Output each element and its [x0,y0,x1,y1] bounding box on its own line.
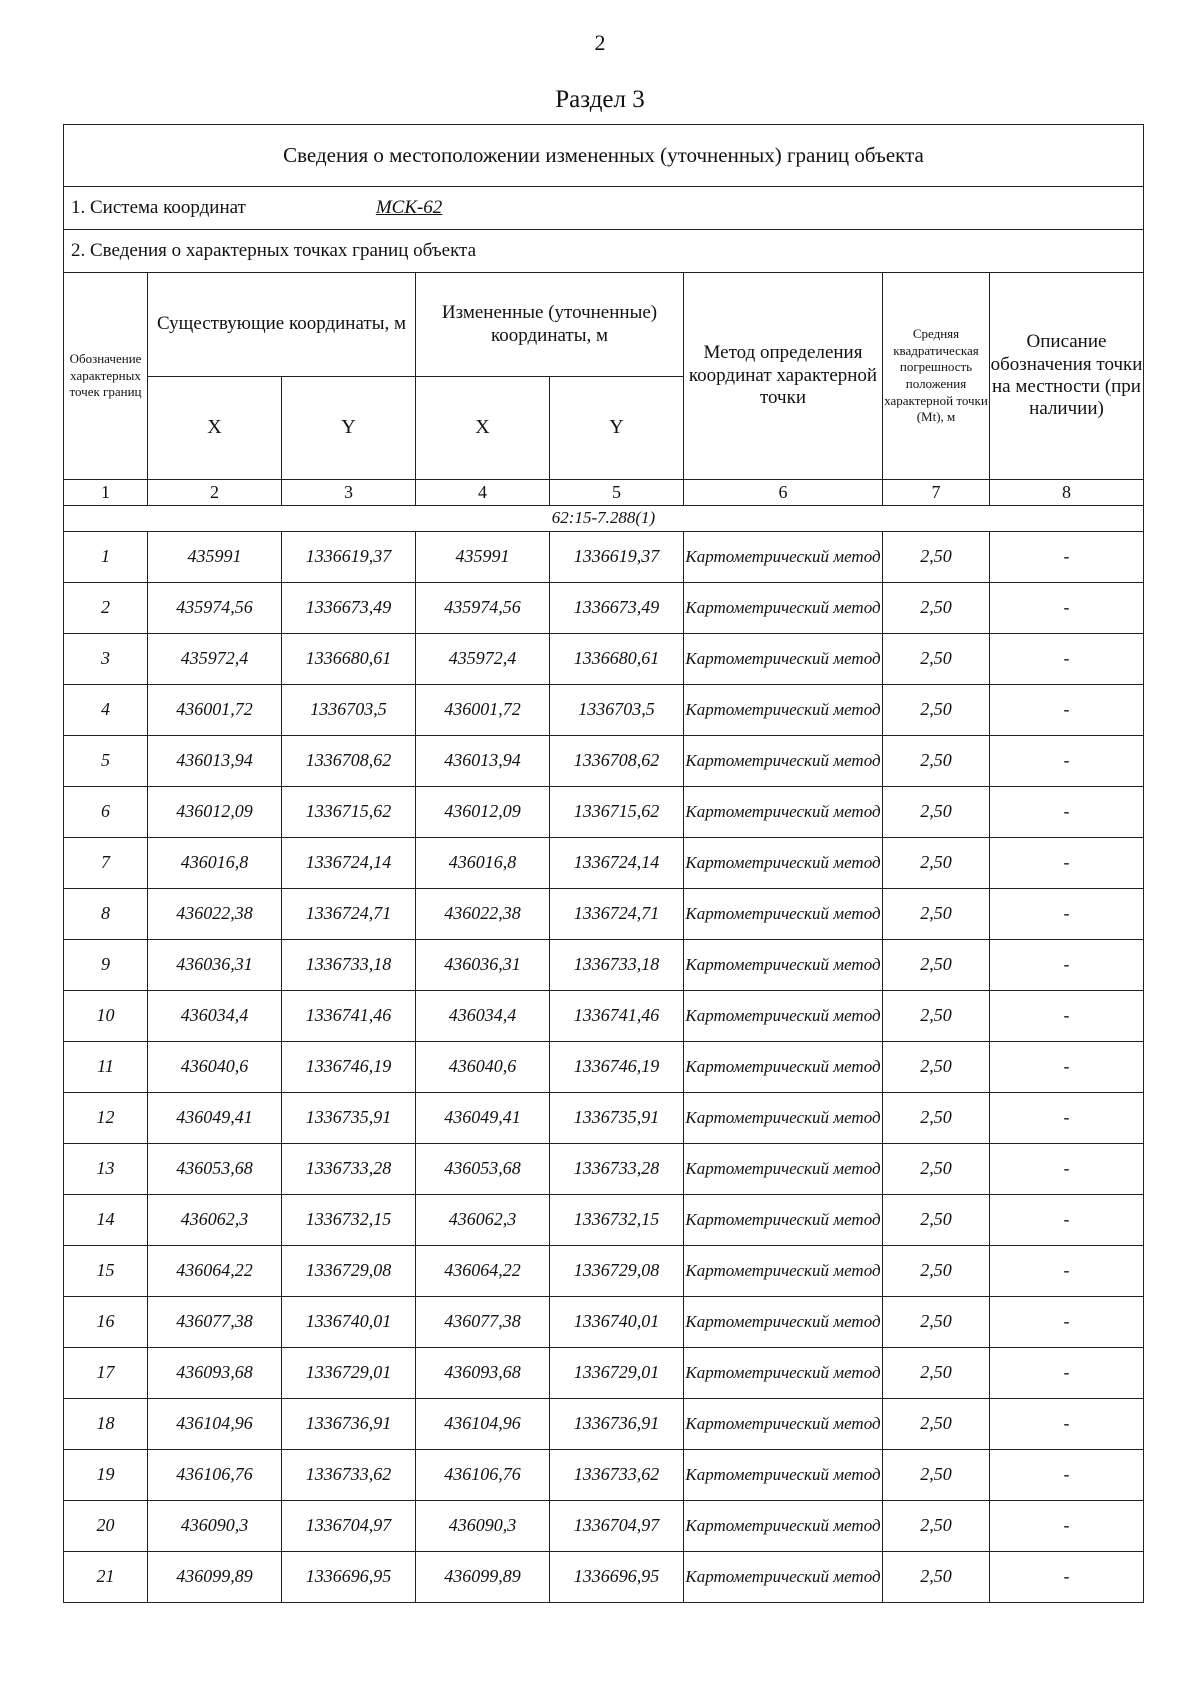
existing-y-cell: 1336715,62 [282,787,416,838]
rms-error-cell: 2,50 [883,1450,990,1501]
table-row [64,1399,1144,1450]
section-title: Раздел 3 [555,86,645,113]
existing-y-cell: 1336680,61 [282,634,416,685]
changed-x-cell: 436104,96 [416,1399,550,1450]
description-cell: - [990,1042,1144,1093]
table-row [64,1450,1144,1501]
rms-error-cell: 2,50 [883,940,990,991]
description-cell: - [990,1195,1144,1246]
table-row [64,838,1144,889]
rms-error-cell: 2,50 [883,1144,990,1195]
method-cell: Картометрический метод [684,991,883,1042]
column-number: 2 [148,480,282,506]
table-row [64,889,1144,940]
method-cell: Картометрический метод [684,1246,883,1297]
method-cell: Картометрический метод [684,1399,883,1450]
changed-x-cell: 436034,4 [416,991,550,1042]
changed-y-cell: 1336733,28 [550,1144,684,1195]
rms-error-cell: 2,50 [883,532,990,583]
table-row [64,991,1144,1042]
changed-x-cell: 436049,41 [416,1093,550,1144]
method-cell: Картометрический метод [684,1042,883,1093]
changed-x-cell: 436012,09 [416,787,550,838]
method-cell: Картометрический метод [684,889,883,940]
point-number-cell: 16 [64,1297,148,1348]
point-number-cell: 5 [64,736,148,787]
description-cell: - [990,1093,1144,1144]
changed-x-cell: 436062,3 [416,1195,550,1246]
changed-y-cell: 1336733,62 [550,1450,684,1501]
point-number-cell: 18 [64,1399,148,1450]
changed-y-cell: 1336729,08 [550,1246,684,1297]
existing-y-cell: 1336729,01 [282,1348,416,1399]
column-number: 5 [550,480,684,506]
rms-error-cell: 2,50 [883,1246,990,1297]
point-number-cell: 8 [64,889,148,940]
method-cell: Картометрический метод [684,736,883,787]
changed-y-cell: 1336680,61 [550,634,684,685]
method-cell: Картометрический метод [684,1093,883,1144]
changed-y-cell: 1336708,62 [550,736,684,787]
changed-y-cell: 1336740,01 [550,1297,684,1348]
rms-error-cell: 2,50 [883,1501,990,1552]
description-cell: - [990,1348,1144,1399]
rms-error-cell: 2,50 [883,634,990,685]
point-number-cell: 12 [64,1093,148,1144]
method-cell: Картометрический метод [684,1195,883,1246]
rms-error-cell: 2,50 [883,1195,990,1246]
header-changed-y: Y [550,377,684,480]
changed-y-cell: 1336736,91 [550,1399,684,1450]
page-number: 2 [594,30,606,55]
header-changed-coords: Измененные (уточненные) координаты, м [416,273,684,377]
point-number-cell: 14 [64,1195,148,1246]
table-row [64,1093,1144,1144]
existing-y-cell: 1336704,97 [282,1501,416,1552]
rms-error-cell: 2,50 [883,991,990,1042]
description-cell: - [990,583,1144,634]
rms-error-cell: 2,50 [883,736,990,787]
existing-y-cell: 1336733,18 [282,940,416,991]
description-cell: - [990,1552,1144,1603]
point-number-cell: 21 [64,1552,148,1603]
table-row [64,1195,1144,1246]
existing-y-cell: 1336733,62 [282,1450,416,1501]
changed-y-cell: 1336696,95 [550,1552,684,1603]
point-number-cell: 3 [64,634,148,685]
existing-x-cell: 436064,22 [148,1246,282,1297]
header-description: Описание обозначения точки на местности (при наличии) [990,273,1144,480]
description-cell: - [990,1501,1144,1552]
coord-system-value: МСК-62 [375,196,443,218]
description-cell: - [990,1297,1144,1348]
table-row [64,1297,1144,1348]
existing-x-cell: 435974,56 [148,583,282,634]
point-number-cell: 1 [64,532,148,583]
existing-y-cell: 1336724,14 [282,838,416,889]
point-number-cell: 13 [64,1144,148,1195]
rms-error-cell: 2,50 [883,583,990,634]
header-existing-x: X [148,377,282,480]
point-number-cell: 15 [64,1246,148,1297]
rms-error-cell: 2,50 [883,685,990,736]
table-row [64,1144,1144,1195]
existing-x-cell: 436090,3 [148,1501,282,1552]
changed-x-cell: 436016,8 [416,838,550,889]
method-cell: Картометрический метод [684,940,883,991]
existing-x-cell: 436099,89 [148,1552,282,1603]
changed-y-cell: 1336673,49 [550,583,684,634]
point-number-cell: 7 [64,838,148,889]
column-number: 3 [282,480,416,506]
point-number-cell: 4 [64,685,148,736]
method-cell: Картометрический метод [684,1297,883,1348]
points-section-label: 2. Сведения о характерных точках границ объекта [64,230,1144,273]
changed-x-cell: 436077,38 [416,1297,550,1348]
table-row [64,1246,1144,1297]
existing-y-cell: 1336736,91 [282,1399,416,1450]
description-cell: - [990,787,1144,838]
point-number-cell: 9 [64,940,148,991]
column-number: 6 [684,480,883,506]
rms-error-cell: 2,50 [883,1348,990,1399]
method-cell: Картометрический метод [684,583,883,634]
table-row [64,787,1144,838]
header-existing-coords: Существующие координаты, м [148,273,416,377]
existing-x-cell: 436036,31 [148,940,282,991]
existing-y-cell: 1336708,62 [282,736,416,787]
changed-x-cell: 436013,94 [416,736,550,787]
changed-y-cell: 1336704,97 [550,1501,684,1552]
rms-error-cell: 2,50 [883,787,990,838]
existing-x-cell: 436104,96 [148,1399,282,1450]
table-row [64,736,1144,787]
point-number-cell: 11 [64,1042,148,1093]
changed-y-cell: 1336724,71 [550,889,684,940]
description-cell: - [990,532,1144,583]
table-row [64,583,1144,634]
description-cell: - [990,1246,1144,1297]
column-number: 4 [416,480,550,506]
description-cell: - [990,1450,1144,1501]
description-cell: - [990,838,1144,889]
table-row [64,1552,1144,1603]
coord-system-row [64,187,1144,230]
changed-y-cell: 1336729,01 [550,1348,684,1399]
header-existing-y: Y [282,377,416,480]
changed-x-cell: 435972,4 [416,634,550,685]
changed-x-cell: 436090,3 [416,1501,550,1552]
header-method: Метод определения координат характерной точки [684,273,883,480]
method-cell: Картометрический метод [684,838,883,889]
table-row [64,685,1144,736]
existing-y-cell: 1336724,71 [282,889,416,940]
method-cell: Картометрический метод [684,787,883,838]
existing-x-cell: 436016,8 [148,838,282,889]
column-number: 1 [64,480,148,506]
existing-y-cell: 1336703,5 [282,685,416,736]
header-changed-x: X [416,377,550,480]
existing-y-cell: 1336729,08 [282,1246,416,1297]
changed-x-cell: 436022,38 [416,889,550,940]
column-number: 8 [990,480,1144,506]
changed-x-cell: 436040,6 [416,1042,550,1093]
existing-x-cell: 436001,72 [148,685,282,736]
existing-x-cell: 436077,38 [148,1297,282,1348]
existing-x-cell: 436093,68 [148,1348,282,1399]
method-cell: Картометрический метод [684,1144,883,1195]
method-cell: Картометрический метод [684,532,883,583]
point-number-cell: 10 [64,991,148,1042]
table-row [64,940,1144,991]
existing-y-cell: 1336741,46 [282,991,416,1042]
changed-y-cell: 1336732,15 [550,1195,684,1246]
existing-y-cell: 1336746,19 [282,1042,416,1093]
point-number-cell: 17 [64,1348,148,1399]
rms-error-cell: 2,50 [883,1552,990,1603]
existing-x-cell: 436040,6 [148,1042,282,1093]
table-row [64,634,1144,685]
rms-error-cell: 2,50 [883,889,990,940]
description-cell: - [990,685,1144,736]
point-number-cell: 6 [64,787,148,838]
boundary-points-table [63,124,1144,1603]
table-row [64,1501,1144,1552]
existing-y-cell: 1336673,49 [282,583,416,634]
changed-x-cell: 435974,56 [416,583,550,634]
changed-y-cell: 1336735,91 [550,1093,684,1144]
header-rms-error: Средняя квадратическая погрешность положения характерной точки (Mt), м [883,273,990,480]
changed-x-cell: 436064,22 [416,1246,550,1297]
description-cell: - [990,634,1144,685]
rms-error-cell: 2,50 [883,1297,990,1348]
changed-y-cell: 1336746,19 [550,1042,684,1093]
point-number-cell: 20 [64,1501,148,1552]
rms-error-cell: 2,50 [883,838,990,889]
existing-x-cell: 436053,68 [148,1144,282,1195]
changed-x-cell: 436106,76 [416,1450,550,1501]
existing-x-cell: 436013,94 [148,736,282,787]
existing-x-cell: 436049,41 [148,1093,282,1144]
existing-y-cell: 1336696,95 [282,1552,416,1603]
description-cell: - [990,940,1144,991]
changed-y-cell: 1336741,46 [550,991,684,1042]
method-cell: Картометрический метод [684,1450,883,1501]
rms-error-cell: 2,50 [883,1399,990,1450]
method-cell: Картометрический метод [684,634,883,685]
method-cell: Картометрический метод [684,1348,883,1399]
changed-x-cell: 436001,72 [416,685,550,736]
table-row [64,532,1144,583]
rms-error-cell: 2,50 [883,1093,990,1144]
changed-x-cell: 436036,31 [416,940,550,991]
changed-x-cell: 436053,68 [416,1144,550,1195]
description-cell: - [990,1399,1144,1450]
changed-y-cell: 1336715,62 [550,787,684,838]
existing-y-cell: 1336619,37 [282,532,416,583]
existing-x-cell: 436106,76 [148,1450,282,1501]
existing-y-cell: 1336733,28 [282,1144,416,1195]
existing-x-cell: 435991 [148,532,282,583]
point-number-cell: 19 [64,1450,148,1501]
changed-x-cell: 436093,68 [416,1348,550,1399]
existing-x-cell: 436034,4 [148,991,282,1042]
method-cell: Картометрический метод [684,1501,883,1552]
existing-y-cell: 1336740,01 [282,1297,416,1348]
changed-y-cell: 1336619,37 [550,532,684,583]
changed-x-cell: 435991 [416,532,550,583]
table-row [64,1042,1144,1093]
table-row [64,1348,1144,1399]
method-cell: Картометрический метод [684,685,883,736]
changed-x-cell: 436099,89 [416,1552,550,1603]
header-point-designation: Обозначение характерных точек границ [64,273,148,480]
existing-x-cell: 435972,4 [148,634,282,685]
description-cell: - [990,889,1144,940]
rms-error-cell: 2,50 [883,1042,990,1093]
parcel-id: 62:15-7.288(1) [64,506,1144,532]
description-cell: - [990,1144,1144,1195]
point-number-cell: 2 [64,583,148,634]
existing-y-cell: 1336735,91 [282,1093,416,1144]
column-number: 7 [883,480,990,506]
table-title: Сведения о местоположении измененных (уточненных) границ объекта [64,125,1144,187]
existing-x-cell: 436022,38 [148,889,282,940]
method-cell: Картометрический метод [684,1552,883,1603]
existing-y-cell: 1336732,15 [282,1195,416,1246]
description-cell: - [990,991,1144,1042]
changed-y-cell: 1336733,18 [550,940,684,991]
existing-x-cell: 436062,3 [148,1195,282,1246]
coord-system-label: 1. Система координат [71,196,246,218]
description-cell: - [990,736,1144,787]
changed-y-cell: 1336703,5 [550,685,684,736]
changed-y-cell: 1336724,14 [550,838,684,889]
existing-x-cell: 436012,09 [148,787,282,838]
